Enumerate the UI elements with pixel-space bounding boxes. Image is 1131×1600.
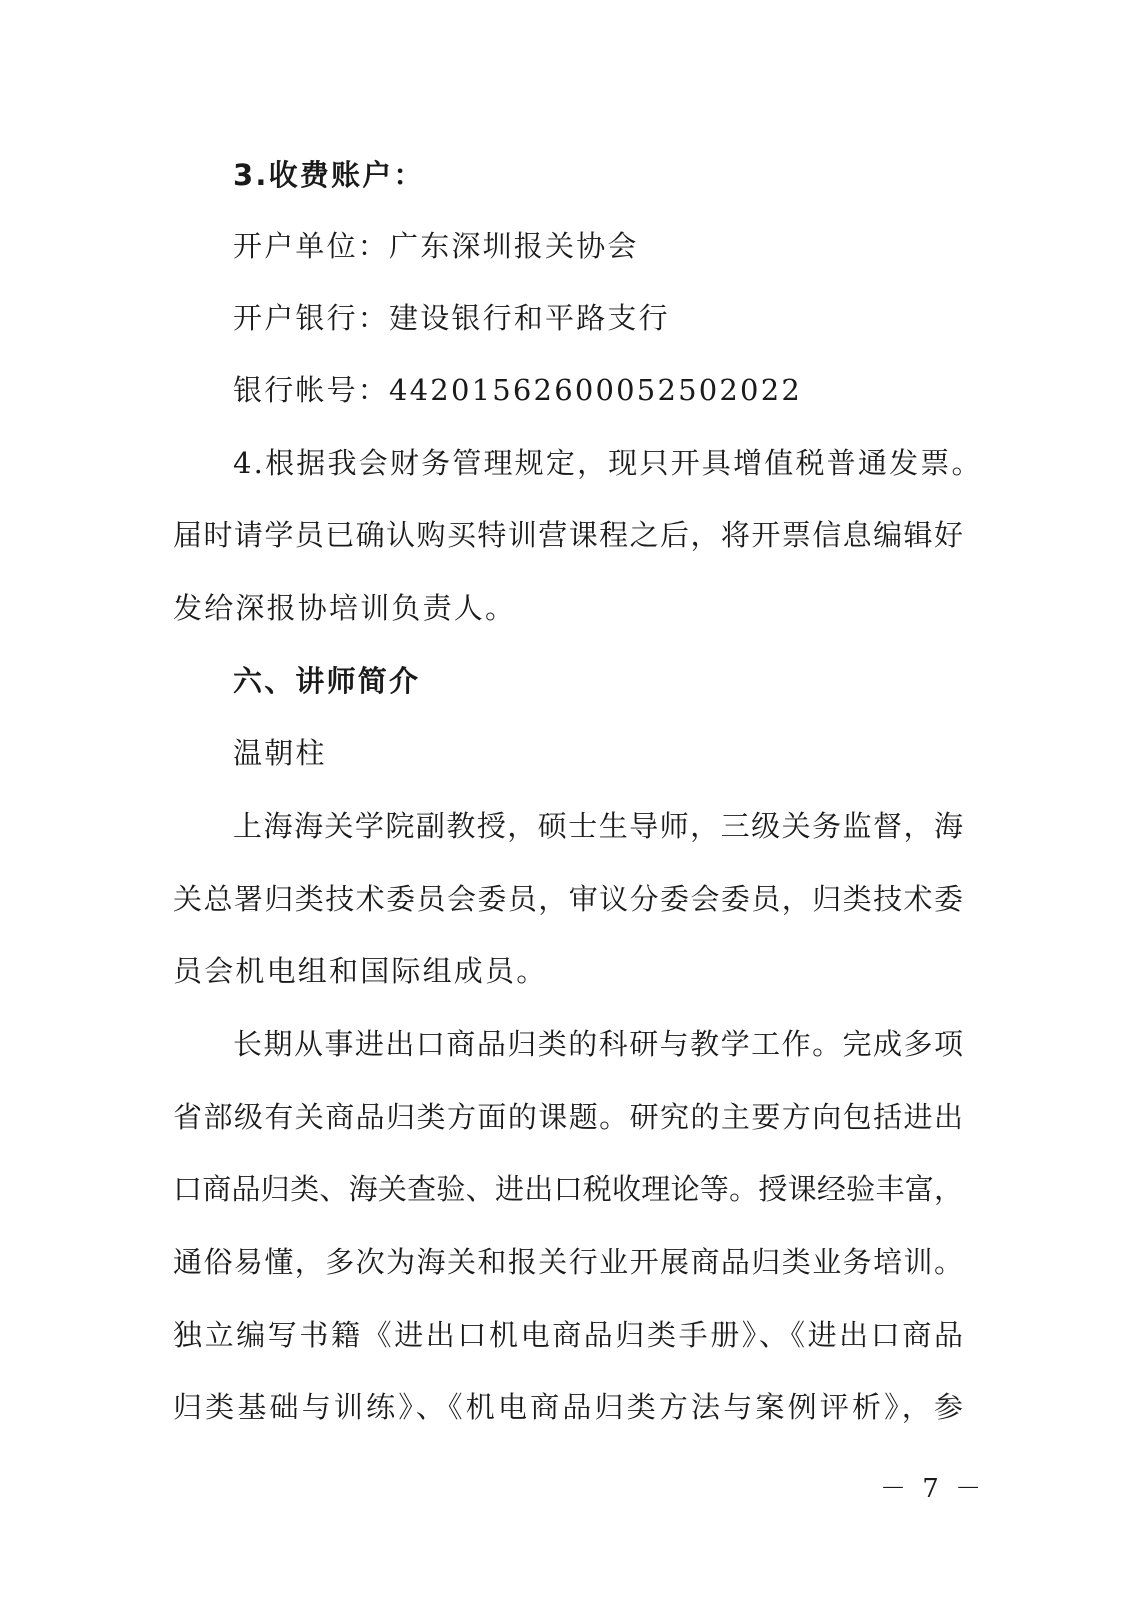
bio-paragraph-line: 关总署归类技术委员会委员，审议分委会委员，归类技术委 [173,882,963,916]
bio-paragraph-line: 归类基础与训练》、《机电商品归类方法与案例评析》，参 [173,1390,963,1424]
bio-paragraph-line: 上海海关学院副教授，硕士生导师，三级关务监督，海 [233,809,963,843]
lecturer-heading: 六、讲师简介 [233,664,421,698]
fee-account-heading: 3.收费账户： [233,158,425,192]
invoice-paragraph-line: 届时请学员已确认购买特训营课程之后，将开票信息编辑好 [173,518,963,552]
page-number: － 7 － [880,1474,986,1504]
account-number: 银行帐号：44201562600052502022 [233,373,803,407]
invoice-paragraph-line: 发给深报协培训负责人。 [173,591,517,625]
bio-paragraph-line: 员会机电组和国际组成员。 [173,954,548,988]
invoice-paragraph-line: 4.根据我会财务管理规定，现只开具增值税普通发票。 [233,446,983,480]
lecturer-name: 温朝柱 [233,736,327,770]
bio-paragraph-line: 长期从事进出口商品归类的科研与教学工作。完成多项 [233,1027,963,1061]
bio-paragraph-line: 独立编写书籍《进出口机电商品归类手册》、《进出口商品 [173,1318,963,1352]
account-unit: 开户单位：广东深圳报关协会 [233,229,639,263]
bio-paragraph-line: 通俗易懂，多次为海关和报关行业开展商品归类业务培训。 [173,1245,963,1279]
bio-paragraph-line: 省部级有关商品归类方面的课题。研究的主要方向包括进出 [173,1100,963,1134]
account-bank: 开户银行：建设银行和平路支行 [233,301,670,335]
bio-paragraph-line: 口商品归类、海关查验、进出口税收理论等。授课经验丰富， [173,1172,963,1206]
